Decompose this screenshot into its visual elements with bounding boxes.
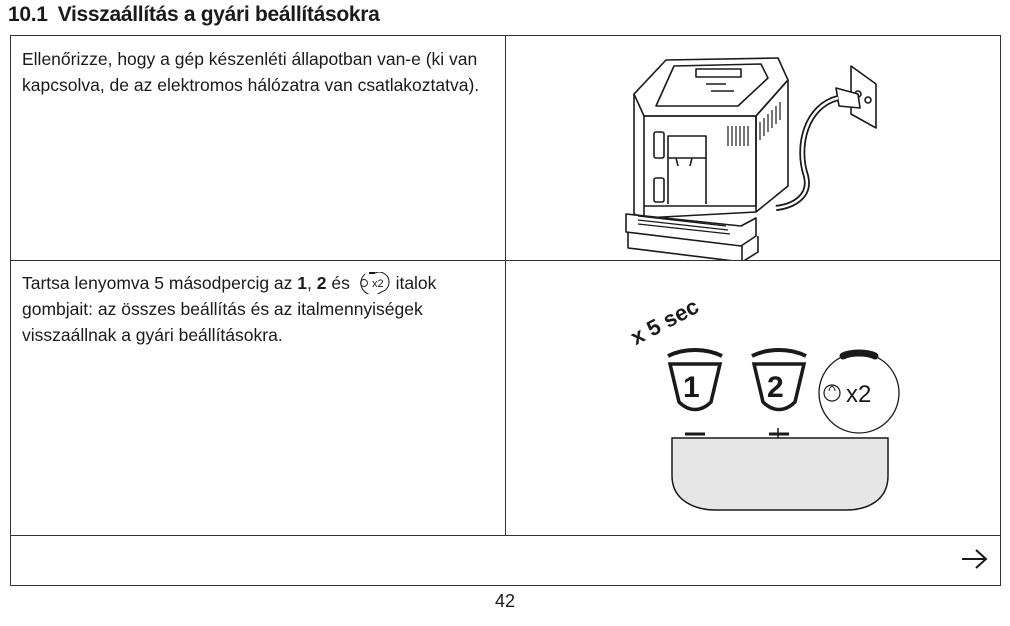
section-number: 10.1	[8, 3, 48, 26]
button-1-label: 1	[683, 371, 700, 404]
button-2-icon	[752, 350, 806, 434]
button-1-icon	[668, 350, 722, 434]
step-2-illustration	[506, 260, 1000, 535]
press-duration-label: x 5 sec	[626, 293, 703, 350]
button-2-label: 2	[767, 371, 784, 404]
separator: ,	[307, 273, 317, 293]
double-drink-icon	[355, 272, 391, 294]
section-title: Visszaállítás a gyári beállításokra	[57, 3, 380, 26]
step-2-text-before: Tartsa lenyomva 5 másodpercig az	[22, 273, 298, 293]
step-row-1	[11, 36, 1000, 261]
cup-tray-icon	[672, 438, 888, 510]
double-label: x2	[846, 381, 872, 408]
button-1-ref: 1	[297, 273, 308, 293]
step-2-text-after: italok gombjait: az összes beállítás és az italmennyiségek visszaállnak a gyári beállításokra.	[22, 273, 437, 345]
step-row-2	[11, 260, 1000, 536]
section-heading	[8, 3, 380, 27]
button-2-ref: 2	[316, 273, 327, 293]
double-drink-button-icon	[819, 353, 899, 433]
conjunction: és	[326, 273, 355, 293]
coffee-machine-plugged-illustration	[506, 36, 1000, 260]
page-number: 42	[494, 591, 516, 611]
next-arrow-icon[interactable]	[960, 547, 988, 571]
step-1-illustration	[506, 36, 1000, 260]
button-press-illustration	[506, 260, 1000, 535]
instruction-table	[10, 35, 1001, 586]
inline-x2-label: x2	[371, 278, 384, 290]
step-1-text: Ellenőrizze, hogy a gép készenléti állapotban van-e (ki van kapcsolva, de az elektromos hálózatra van csatlakoztatva).	[11, 36, 506, 260]
step-2-text	[11, 260, 506, 535]
nav-row	[11, 535, 1000, 585]
